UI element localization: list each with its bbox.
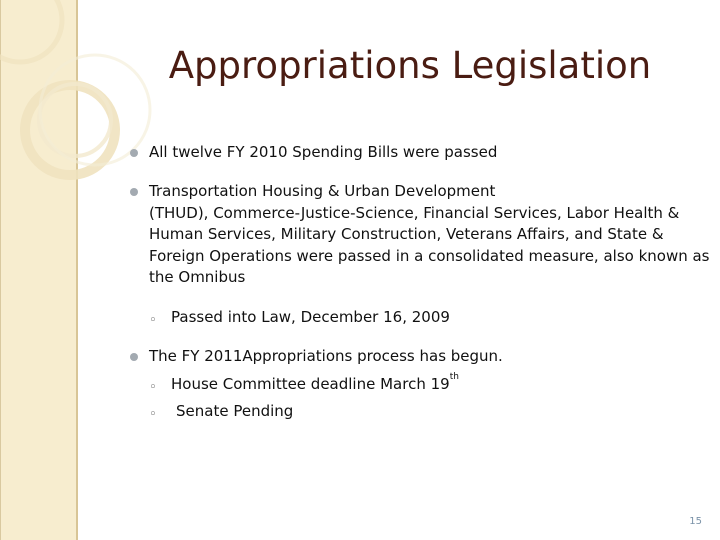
- bullet-icon: [130, 149, 138, 157]
- sub-bullet-text: Senate Pending: [176, 402, 294, 420]
- bullet-text-line: Human Services, Military Construction, Veterans Affairs, and State &: [149, 225, 664, 243]
- decorative-sidebar: [0, 0, 78, 540]
- bullet-text: All twelve FY 2010 Spending Bills were passed: [149, 143, 498, 161]
- bullet-text-line: (THUD), Commerce-Justice-Science, Financial Services, Labor Health &: [149, 203, 680, 222]
- bullet-icon: [130, 353, 138, 361]
- bullet-icon: [130, 188, 138, 196]
- bullet-text-line: the Omnibus: [149, 268, 246, 286]
- bullet-text: The FY 2011Appropriations process has begun.: [149, 347, 503, 365]
- sub-bullet-text: Passed into Law, December 16, 2009: [171, 308, 450, 326]
- superscript: th: [449, 372, 459, 382]
- sub-bullet-icon: ◦: [149, 313, 157, 328]
- page-number: 15: [689, 516, 702, 527]
- slide-title: Appropriations Legislation: [168, 44, 652, 87]
- sub-bullet-text: House Committee deadline March 19: [171, 375, 450, 393]
- sub-bullet-icon: ◦: [149, 407, 157, 422]
- sub-bullet-icon: ◦: [149, 380, 157, 395]
- bullet-text-line: Foreign Operations were passed in a consolidated measure, also known as: [149, 246, 710, 265]
- bullet-text-line: Transportation Housing & Urban Development: [149, 182, 496, 200]
